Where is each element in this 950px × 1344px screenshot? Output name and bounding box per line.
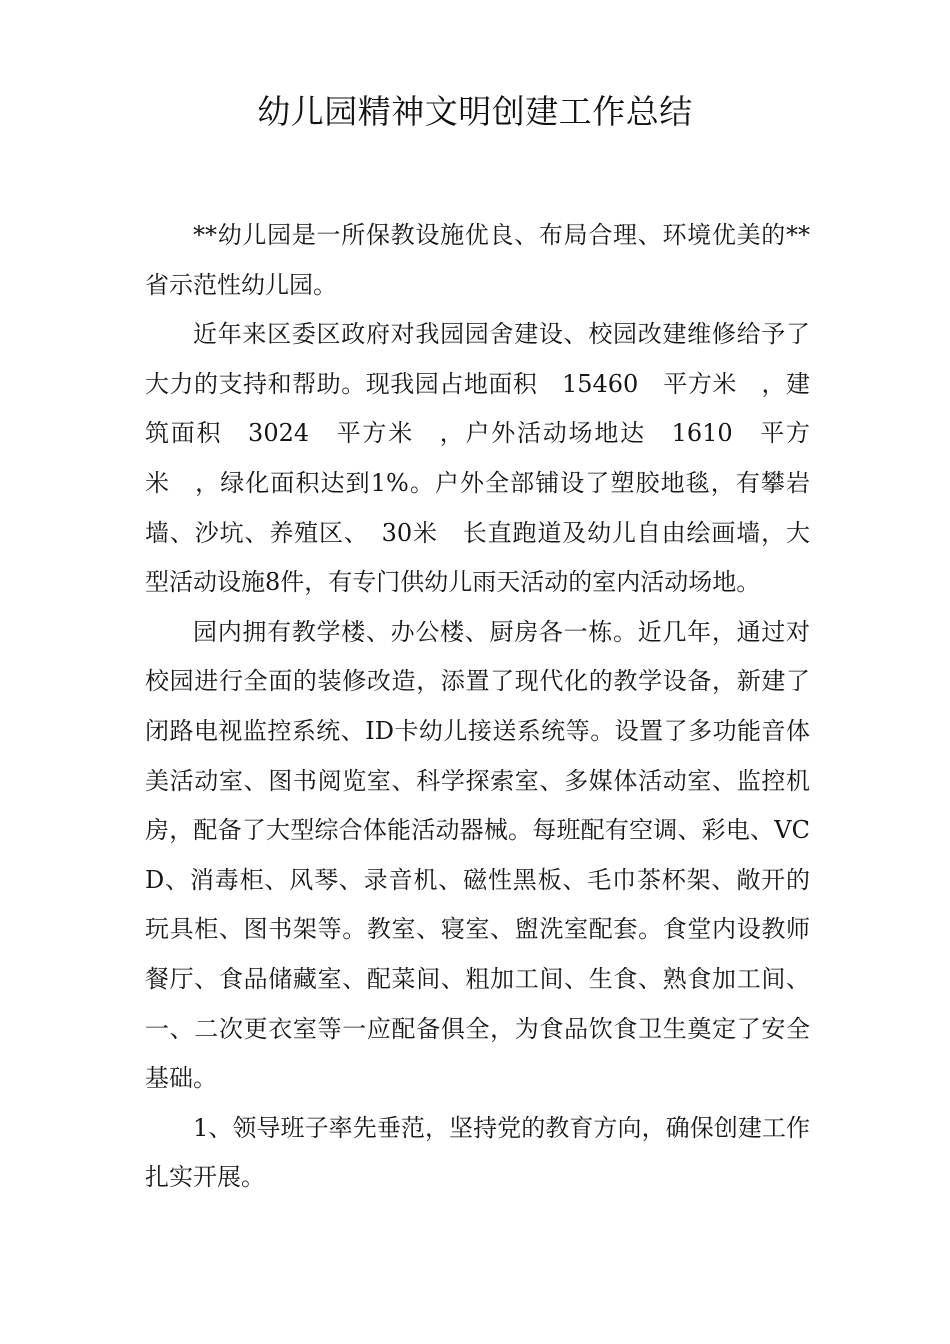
document-title: 幼儿园精神文明创建工作总结 (257, 92, 693, 131)
document-body (145, 211, 810, 1203)
paragraph-buildings-equipment: 园内拥有教学楼、办公楼、厨房各一栋。近几年，通过对校园进行全面的装修改造，添置了现代化的教学设备，新建了闭路电视监控系统、ID卡幼儿接送系统等。设置了多功能音体美活动室、图书阅览室、科学探索室、多媒体活动室、监控机房，配备了大型综合体能活动器械。每班配有空调、彩电、VCD、消毒柜、风琴、录音机、磁性黑板、毛巾茶杯架、敞开的玩具柜、图书架等。教室、寝室、盥洗室配套。食堂内设教师餐厅、食品储藏室、配菜间、粗加工间、生食、熟食加工间、一、二次更衣室等一应配备俱全，为食品饮食卫生奠定了安全基础。 (145, 617, 810, 1093)
paragraph-facilities-area: 近年来区委区政府对我园园舍建设、校园改建维修给予了大力的支持和帮助。现我园占地面积 15460 平方米 ，建筑面积 3024 平方米 ，户外活动场地达 1610 平方米 ，绿化面积达到1%。户外全部铺设了塑胶地毯，有攀岩墙、沙坑、养殖区、 30米 长直跑道及幼儿自由绘画墙，大型活动设施8件，有专门供幼儿雨天活动的室内活动场地。 (145, 320, 810, 597)
paragraph-intro: **幼儿园是一所保教设施优良、布局合理、环境优美的**省示范性幼儿园。 (145, 221, 810, 299)
paragraph-section-1-heading: 1、领导班子率先垂范，坚持党的教育方向，确保创建工作扎实开展。 (145, 1113, 810, 1192)
